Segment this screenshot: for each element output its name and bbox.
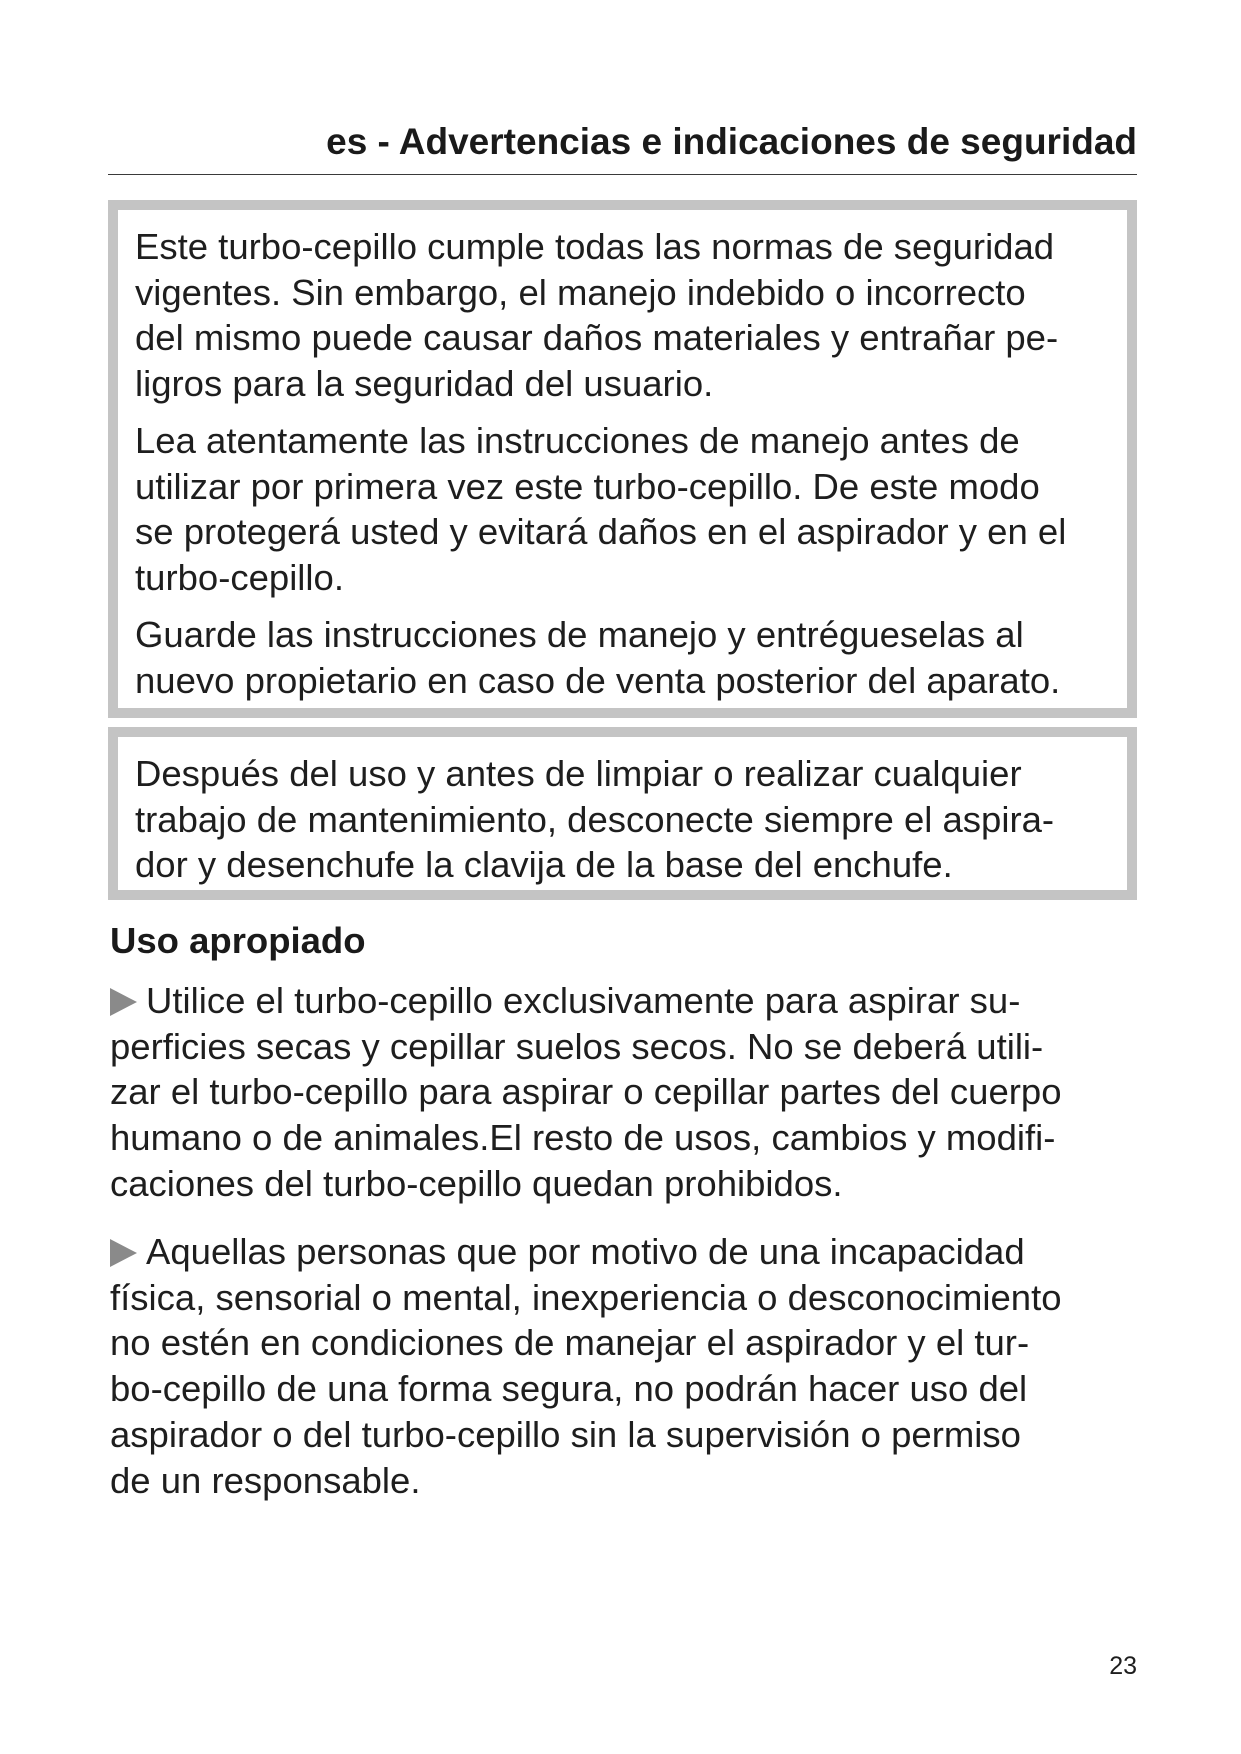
text-line: zar el turbo-cepillo para aspirar o cepillar partes del cuerpo: [110, 1071, 1062, 1113]
text-line-content: Aquellas personas que por motivo de una incapacidad: [146, 1231, 1025, 1272]
text-line: del mismo puede causar daños materiales y entrañar pe-: [135, 317, 1059, 358]
text-line: [110, 1229, 1150, 1275]
text-line: vigentes. Sin embargo, el manejo indebido o incorrecto: [135, 271, 1026, 313]
text-line: humano o de animales.El resto de usos, cambios y modifi-: [110, 1117, 1056, 1159]
text-line: aspirador o del turbo-cepillo sin la supervisión o permiso: [110, 1413, 1021, 1455]
maintenance-notice-box: [108, 727, 1137, 900]
text-line-content: Utilice el turbo-cepillo exclusivamente para aspirar su-: [146, 980, 1021, 1021]
bullet-item: [110, 1229, 1150, 1503]
text-line: nuevo propietario en caso de venta posterior del aparato.: [135, 659, 1061, 701]
text-line: se protegerá usted y evitará daños en el aspirador y en el: [135, 511, 1067, 552]
text-line: Lea atentamente las instrucciones de manejo antes de: [135, 420, 1020, 461]
text-line: trabajo de mantenimiento, desconecte siempre el aspira-: [135, 798, 1055, 840]
notice-paragraph: [135, 612, 1119, 703]
text-line: perficies secas y cepillar suelos secos. No se deberá utili-: [110, 1025, 1044, 1067]
triangle-arrow-icon: [110, 1239, 137, 1267]
text-line: no estén en condiciones de manejar el aspirador y el tur-: [110, 1322, 1030, 1364]
safety-notice-box: [108, 200, 1137, 718]
page-header: [108, 118, 1137, 175]
text-line: dor y desenchufe la clavija de la base del enchufe.: [135, 844, 953, 885]
page-title: es - Advertencias e indicaciones de seguridad: [326, 121, 1137, 162]
text-line: ligros para la seguridad del usuario.: [135, 362, 714, 404]
page-number: 23: [1109, 1652, 1137, 1680]
bullet-item: [110, 978, 1150, 1207]
text-line: utilizar por primera vez este turbo-cepillo. De este modo: [135, 465, 1040, 507]
section-heading: Uso apropiado: [110, 920, 366, 961]
triangle-arrow-icon: [110, 988, 137, 1016]
text-line: turbo-cepillo.: [135, 556, 344, 598]
text-line: [110, 978, 1150, 1024]
text-line: caciones del turbo-cepillo quedan prohibidos.: [110, 1162, 843, 1204]
notice-paragraph: [135, 751, 1119, 888]
notice-paragraph: [135, 418, 1119, 600]
text-line: Este turbo-cepillo cumple todas las normas de seguridad: [135, 226, 1055, 267]
text-line: Después del uso y antes de limpiar o realizar cualquier: [135, 753, 1022, 794]
text-line: de un responsable.: [110, 1459, 421, 1501]
text-line: física, sensorial o mental, inexperiencia o desconocimiento: [110, 1276, 1062, 1318]
text-line: bo-cepillo de una forma segura, no podrán hacer uso del: [110, 1368, 1028, 1410]
notice-paragraph: [135, 224, 1119, 406]
text-line: Guarde las instrucciones de manejo y entrégueselas al: [135, 614, 1024, 655]
